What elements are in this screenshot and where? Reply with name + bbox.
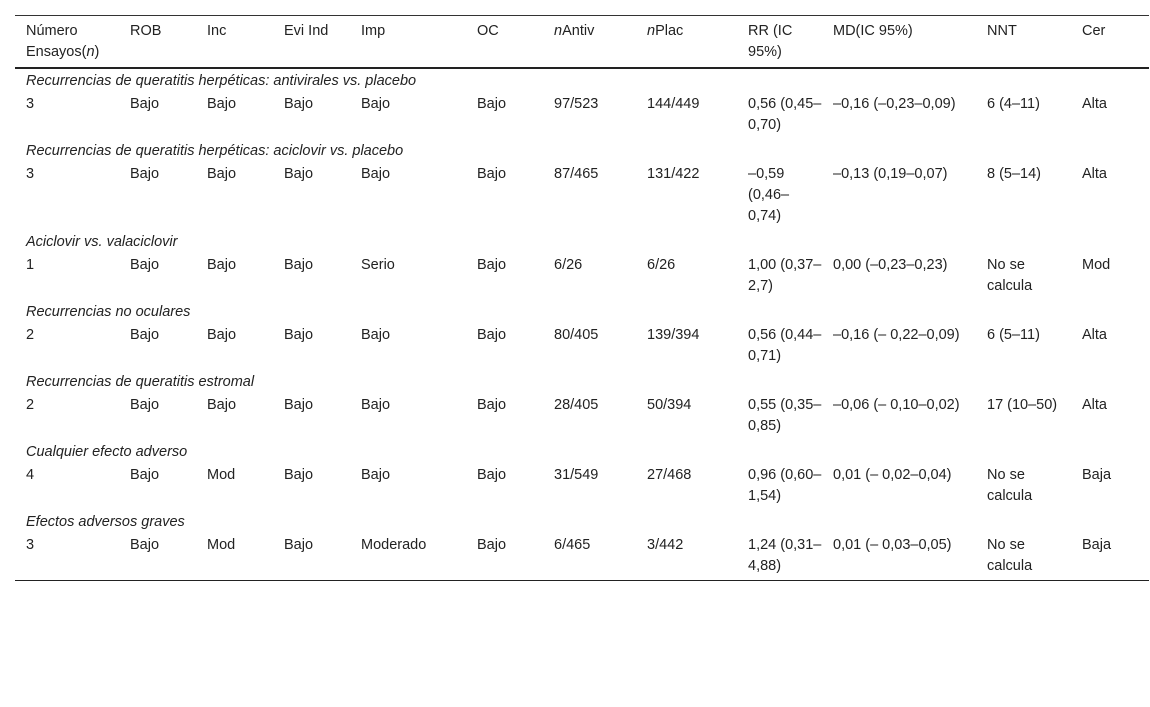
cell-imp: Bajo [361, 96, 391, 112]
cell-oc: Bajo [477, 467, 507, 483]
header-text: RR (IC 95%) [748, 23, 793, 60]
table-row [15, 533, 1149, 581]
table-body [15, 68, 1149, 581]
cell-cer: Alta [1082, 96, 1107, 112]
header-text: Evi Ind [284, 23, 329, 39]
cell-evi-ind: Bajo [284, 166, 314, 182]
column-header-nnt [976, 16, 1071, 69]
group-title-row [15, 139, 1149, 162]
column-header-inc [196, 16, 273, 69]
header-italic-text: n [86, 44, 95, 60]
group-title: Cualquier efecto adverso [26, 444, 188, 460]
cell-oc: Bajo [477, 327, 507, 343]
column-header-n-antiv [543, 16, 636, 69]
cell-n-plac: 131/422 [647, 166, 700, 182]
group-title: Recurrencias no oculares [26, 304, 191, 320]
header-text: Cer [1082, 23, 1106, 39]
cell-n-antiv: 87/465 [554, 166, 599, 182]
group-title: Aciclovir vs. valaciclovir [26, 234, 178, 250]
cell-trials: 3 [26, 166, 35, 182]
group-title-row [15, 300, 1149, 323]
cell-cer: Alta [1082, 327, 1107, 343]
group-title: Recurrencias de queratitis estromal [26, 374, 255, 390]
cell-n-antiv: 6/26 [554, 257, 583, 273]
cell-trials: 3 [26, 537, 35, 553]
column-header-md-ci [822, 16, 976, 69]
table-row [15, 323, 1149, 370]
cell-evi-ind: Bajo [284, 96, 314, 112]
cell-imp: Bajo [361, 467, 391, 483]
cell-nnt: 8 (5–14) [987, 166, 1042, 182]
cell-rob: Bajo [130, 327, 160, 343]
cell-rr-ci: 0,56 (0,44–0,71) [748, 327, 822, 364]
cell-rr-ci: 0,56 (0,45–0,70) [748, 96, 822, 133]
column-header-cer [1071, 16, 1149, 69]
cell-inc: Bajo [207, 327, 237, 343]
table-row [15, 393, 1149, 440]
cell-imp: Bajo [361, 397, 391, 413]
header-text: Número Ensayos( [26, 23, 87, 60]
cell-rr-ci: 1,24 (0,31–4,88) [748, 537, 822, 574]
cell-evi-ind: Bajo [284, 257, 314, 273]
column-header-trials [15, 16, 119, 69]
group-title-row [15, 510, 1149, 533]
cell-cer: Alta [1082, 166, 1107, 182]
cell-nnt: 17 (10–50) [987, 397, 1058, 413]
evidence-table [15, 15, 1149, 581]
cell-cer: Baja [1082, 537, 1112, 553]
cell-n-plac: 3/442 [647, 537, 684, 553]
cell-nnt: No se calcula [987, 537, 1033, 574]
cell-md-ci: ‒0,06 (‒ 0,10‒0,02) [833, 397, 960, 413]
cell-rr-ci: 1,00 (0,37–2,7) [748, 257, 822, 294]
table-header [15, 16, 1149, 69]
group-title: Recurrencias de queratitis herpéticas: aciclovir vs. placebo [26, 143, 404, 159]
table-row [15, 162, 1149, 230]
cell-inc: Bajo [207, 166, 237, 182]
cell-n-plac: 139/394 [647, 327, 700, 343]
table-row [15, 463, 1149, 510]
cell-rr-ci: ‒0,59 (0,46–0,74) [748, 166, 790, 224]
cell-rob: Bajo [130, 96, 160, 112]
cell-cer: Baja [1082, 467, 1112, 483]
cell-rr-ci: 0,55 (0,35–0,85) [748, 397, 822, 434]
cell-trials: 1 [26, 257, 35, 273]
cell-trials: 4 [26, 467, 35, 483]
cell-n-antiv: 97/523 [554, 96, 599, 112]
header-text: MD(IC 95%) [833, 23, 913, 39]
column-header-imp [350, 16, 466, 69]
cell-rob: Bajo [130, 257, 160, 273]
cell-md-ci: 0,00 (‒0,23–0,23) [833, 257, 948, 273]
column-header-rr-ci [737, 16, 822, 69]
cell-oc: Bajo [477, 96, 507, 112]
cell-nnt: 6 (5–11) [987, 327, 1040, 343]
table-row [15, 253, 1149, 300]
group-title: Recurrencias de queratitis herpéticas: antivirales vs. placebo [26, 73, 417, 89]
column-header-evi-ind [273, 16, 350, 69]
cell-imp: Bajo [361, 327, 391, 343]
cell-n-antiv: 80/405 [554, 327, 599, 343]
cell-n-plac: 50/394 [647, 397, 692, 413]
header-italic-text: n [647, 23, 656, 39]
cell-imp: Serio [361, 257, 395, 273]
cell-oc: Bajo [477, 397, 507, 413]
cell-n-antiv: 31/549 [554, 467, 599, 483]
cell-inc: Bajo [207, 397, 237, 413]
cell-evi-ind: Bajo [284, 397, 314, 413]
group-title-row [15, 440, 1149, 463]
table-row [15, 92, 1149, 139]
cell-md-ci: ‒0,16 (‒ 0,22‒0,09) [833, 327, 960, 343]
cell-nnt: 6 (4–11) [987, 96, 1040, 112]
cell-inc: Bajo [207, 257, 237, 273]
cell-n-antiv: 28/405 [554, 397, 599, 413]
cell-rob: Bajo [130, 537, 160, 553]
cell-evi-ind: Bajo [284, 327, 314, 343]
cell-inc: Bajo [207, 96, 237, 112]
cell-md-ci: ‒0,13 (0,19–0,07) [833, 166, 948, 182]
cell-nnt: No se calcula [987, 467, 1033, 504]
cell-imp: Bajo [361, 166, 391, 182]
cell-inc: Mod [207, 467, 236, 483]
cell-evi-ind: Bajo [284, 537, 314, 553]
header-text-suffix: Antiv [562, 23, 595, 39]
column-header-rob [119, 16, 196, 69]
group-title: Efectos adversos graves [26, 514, 185, 530]
cell-inc: Mod [207, 537, 236, 553]
cell-oc: Bajo [477, 537, 507, 553]
header-text: NNT [987, 23, 1017, 39]
cell-trials: 2 [26, 327, 35, 343]
header-text: Inc [207, 23, 227, 39]
group-title-row [15, 68, 1149, 92]
header-text: OC [477, 23, 499, 39]
cell-md-ci: 0,01 (‒ 0,02‒0,04) [833, 467, 952, 483]
header-text: Imp [361, 23, 386, 39]
cell-evi-ind: Bajo [284, 467, 314, 483]
cell-nnt: No se calcula [987, 257, 1033, 294]
cell-oc: Bajo [477, 257, 507, 273]
group-title-row [15, 230, 1149, 253]
header-italic-text: n [554, 23, 563, 39]
cell-cer: Alta [1082, 397, 1107, 413]
cell-trials: 2 [26, 397, 35, 413]
cell-n-plac: 144/449 [647, 96, 700, 112]
header-text: ROB [130, 23, 162, 39]
cell-rob: Bajo [130, 166, 160, 182]
header-row [15, 16, 1149, 69]
group-title-row [15, 370, 1149, 393]
cell-n-plac: 6/26 [647, 257, 676, 273]
header-text-suffix: Plac [655, 23, 684, 39]
cell-rr-ci: 0,96 (0,60–1,54) [748, 467, 822, 504]
cell-rob: Bajo [130, 397, 160, 413]
cell-md-ci: ‒0,16 (‒0,23‒0,09) [833, 96, 956, 112]
cell-imp: Moderado [361, 537, 427, 553]
cell-n-antiv: 6/465 [554, 537, 591, 553]
column-header-n-plac [636, 16, 737, 69]
cell-trials: 3 [26, 96, 35, 112]
header-text-suffix: ) [94, 44, 100, 60]
column-header-oc [466, 16, 543, 69]
cell-cer: Mod [1082, 257, 1111, 273]
cell-oc: Bajo [477, 166, 507, 182]
cell-md-ci: 0,01 (‒ 0,03‒0,05) [833, 537, 952, 553]
cell-rob: Bajo [130, 467, 160, 483]
cell-n-plac: 27/468 [647, 467, 692, 483]
